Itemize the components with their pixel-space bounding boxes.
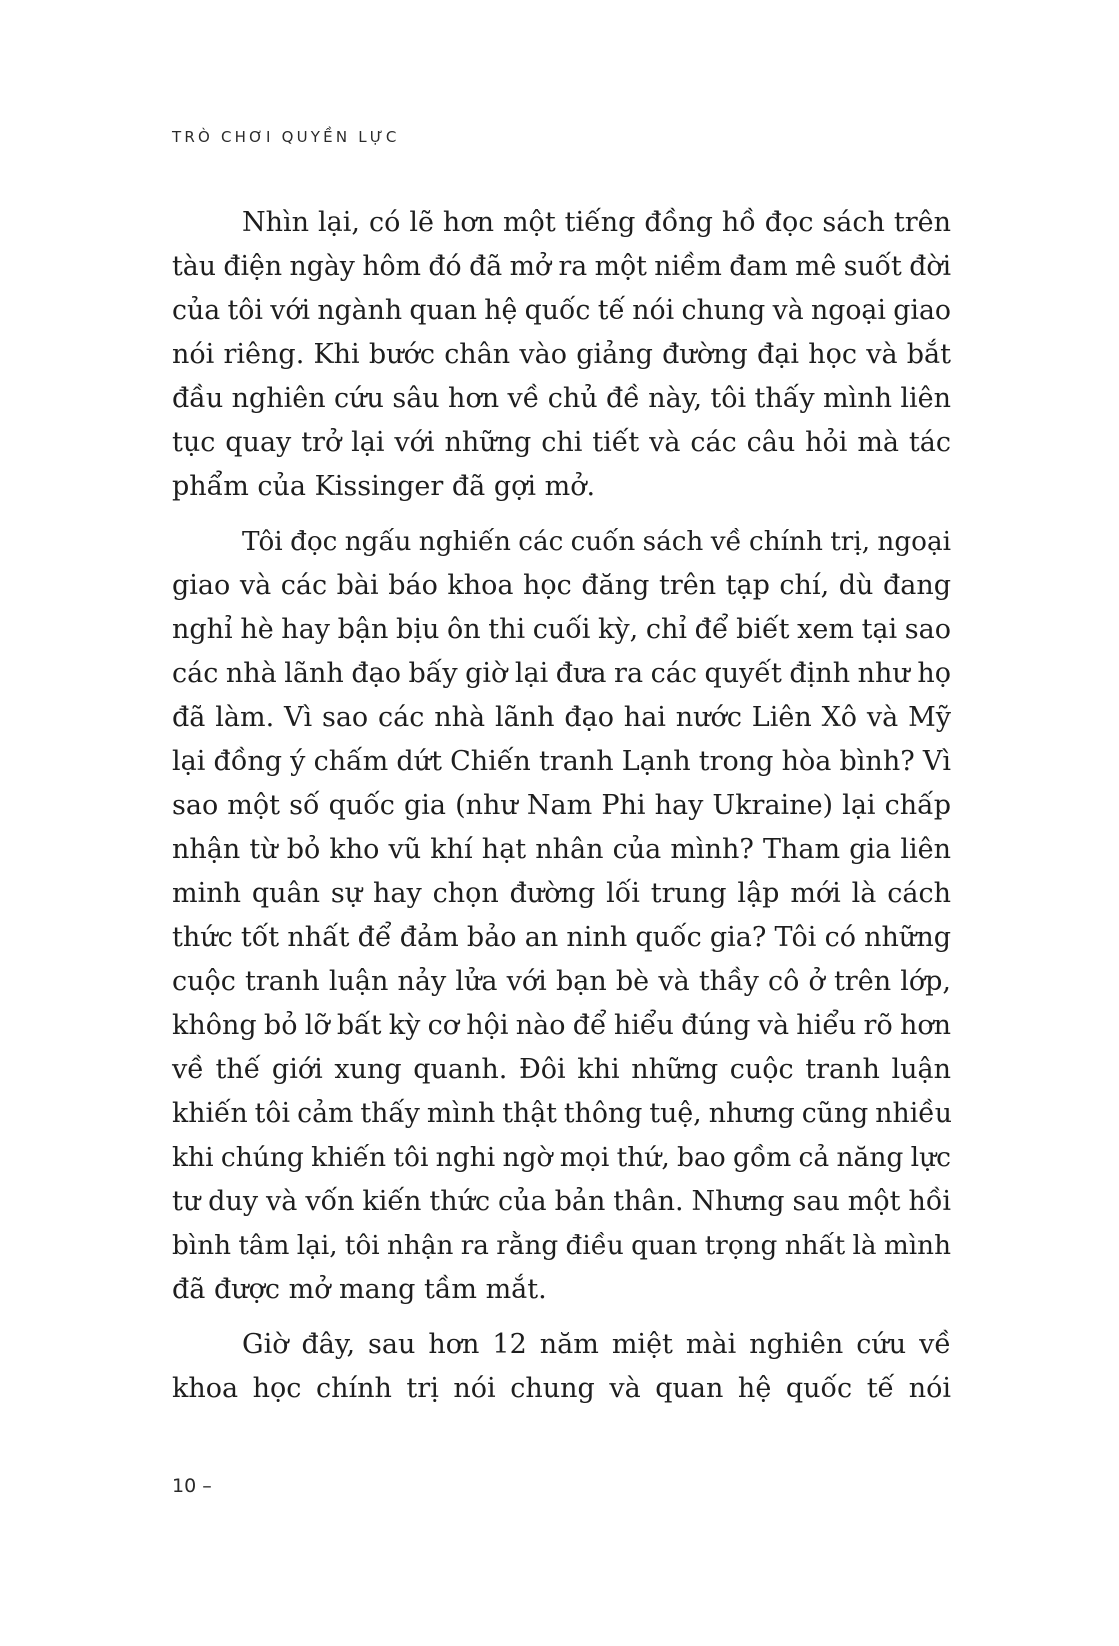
body-text — [172, 201, 951, 1422]
text-line: khiến tôi cảm thấy mình thật thông tuệ, nhưng cũng nhiều — [172, 1098, 952, 1129]
text-line: Nhìn lại, có lẽ hơn một tiếng đồng hồ đọc sách trên — [242, 207, 951, 238]
text-line: nghỉ hè hay bận bịu ôn thi cuối kỳ, chỉ để biết xem tại sao — [172, 614, 951, 645]
text-line: thức tốt nhất để đảm bảo an ninh quốc gia? Tôi có những — [172, 922, 951, 953]
text-line: sao một số quốc gia (như Nam Phi hay Ukraine) lại chấp — [172, 790, 951, 821]
paragraph — [172, 520, 951, 1312]
text-line: đầu nghiên cứu sâu hơn về chủ đề này, tôi thấy mình liên — [172, 383, 951, 414]
text-line: của tôi với ngành quan hệ quốc tế nói chung và ngoại giao — [172, 295, 951, 326]
text-line: tục quay trở lại với những chi tiết và các câu hỏi mà tác — [172, 427, 951, 458]
text-line: phẩm của Kissinger đã gợi mở. — [172, 471, 596, 502]
text-line: tư duy và vốn kiến thức của bản thân. Nhưng sau một hồi — [172, 1186, 951, 1217]
text-line: không bỏ lỡ bất kỳ cơ hội nào để hiểu đúng và hiểu rõ hơn — [172, 1010, 951, 1041]
text-line: Tôi đọc ngấu nghiến các cuốn sách về chính trị, ngoại — [242, 527, 951, 557]
text-line: lại đồng ý chấm dứt Chiến tranh Lạnh trong hòa bình? Vì — [172, 746, 951, 777]
text-line: đã làm. Vì sao các nhà lãnh đạo hai nước Liên Xô và Mỹ — [172, 702, 951, 733]
text-line: nói riêng. Khi bước chân vào giảng đường đại học và bắt — [172, 339, 951, 370]
paragraph — [172, 201, 951, 509]
text-line: minh quân sự hay chọn đường lối trung lập mới là cách — [172, 878, 951, 909]
text-line: nhận từ bỏ kho vũ khí hạt nhân của mình? Tham gia liên — [172, 834, 951, 865]
text-line: khi chúng khiến tôi nghi ngờ mọi thứ, bao gồm cả năng lực — [172, 1142, 951, 1173]
text-line: giao và các bài báo khoa học đăng trên tạp chí, dù đang — [172, 570, 951, 601]
text-line: đã được mở mang tầm mắt. — [172, 1274, 547, 1305]
page-number: 10 – — [172, 1475, 212, 1497]
running-head: TRÒ CHƠI QUYỀN LỰC — [172, 128, 400, 146]
text-line: tàu điện ngày hôm đó đã mở ra một niềm đam mê suốt đời — [172, 251, 951, 282]
text-line: về thế giới xung quanh. Đôi khi những cuộc tranh luận — [172, 1054, 951, 1085]
text-line: Giờ đây, sau hơn 12 năm miệt mài nghiên cứu về — [242, 1329, 951, 1360]
text-line: cuộc tranh luận nảy lửa với bạn bè và thầy cô ở trên lớp, — [172, 966, 951, 997]
text-line: bình tâm lại, tôi nhận ra rằng điều quan trọng nhất là mình — [172, 1231, 951, 1261]
text-line: khoa học chính trị nói chung và quan hệ quốc tế nói — [172, 1373, 951, 1404]
text-line: các nhà lãnh đạo bấy giờ lại đưa ra các quyết định như họ — [172, 658, 951, 689]
paragraph — [172, 1323, 951, 1411]
